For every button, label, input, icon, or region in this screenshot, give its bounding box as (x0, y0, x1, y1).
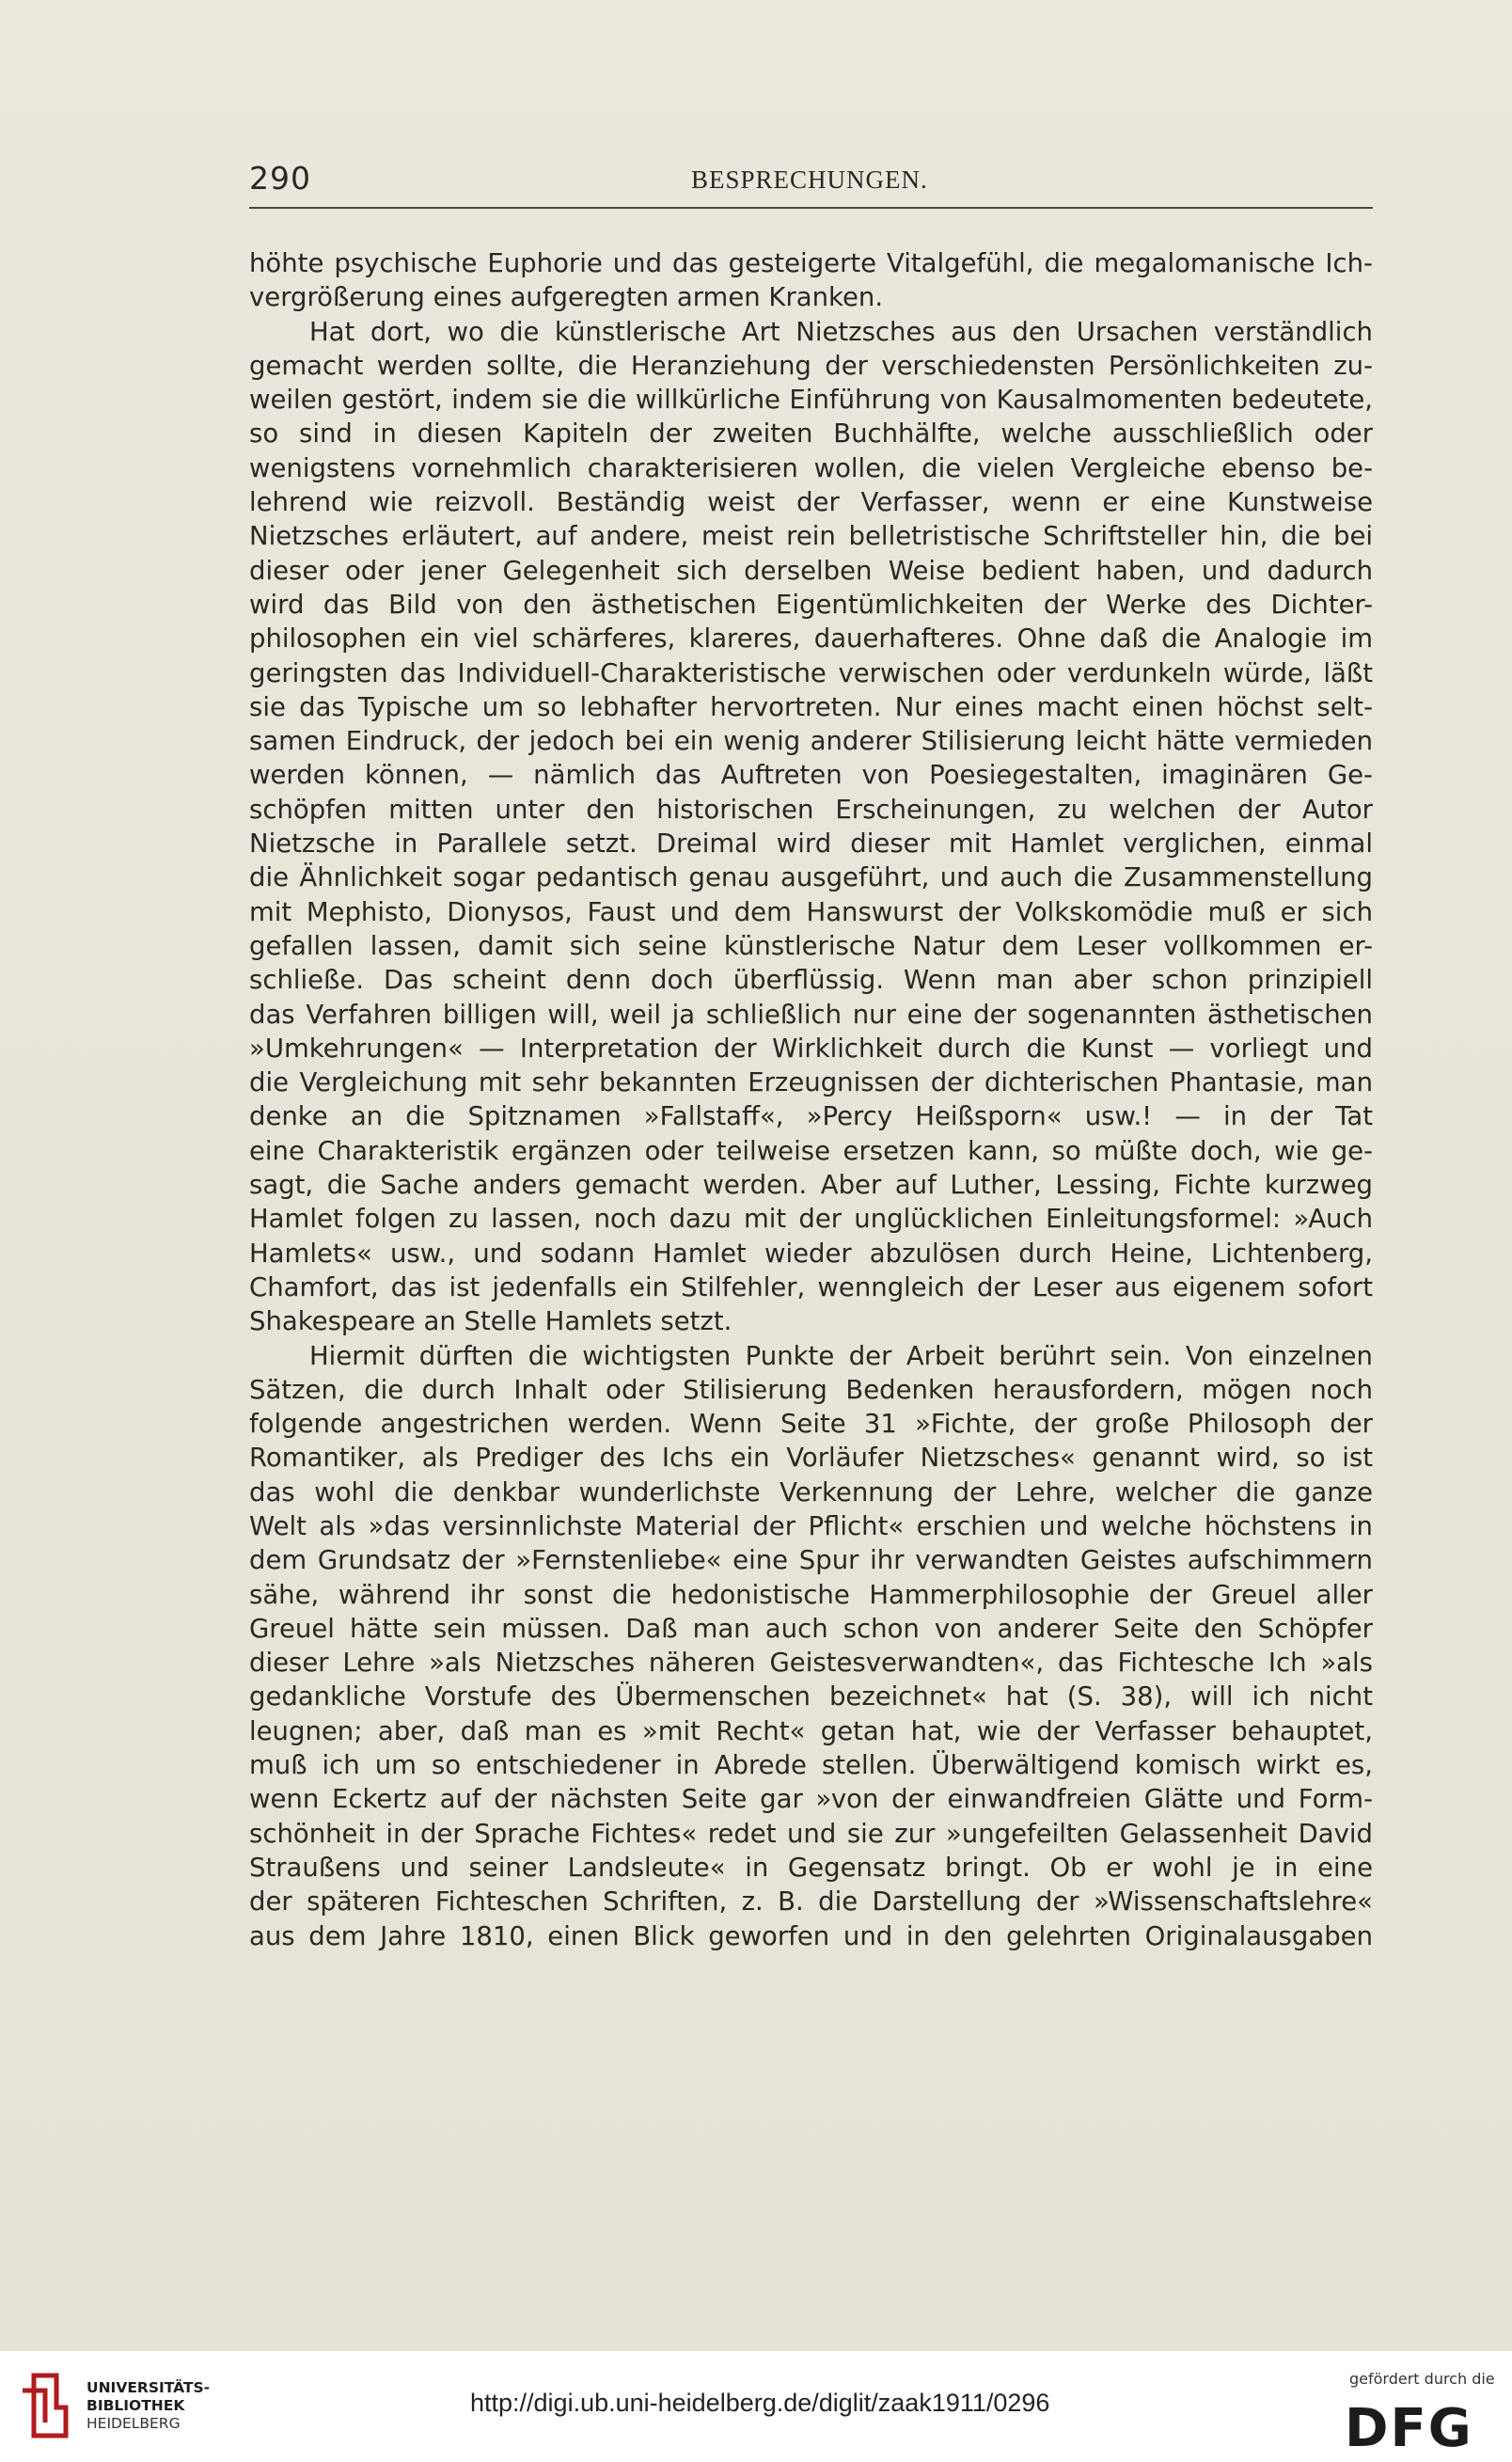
running-title: BESPRECHUNGEN. (691, 166, 928, 194)
digitization-footer (0, 2351, 1512, 2462)
text-line: dieser Lehre »als Nietzsches näheren Geistesverwandten«, das Fichtesche Ich »als (249, 1648, 1373, 1679)
text-line: Straußens und seiner Landsleute« in Gegensatz bringt. Ob er wohl je in eine (249, 1852, 1373, 1883)
text-line: schönheit in der Sprache Fichtes« redet und sie zur »ungefeilten Gelassenheit David (249, 1818, 1373, 1849)
text-line: leugnen; aber, daß man es »mit Recht« getan hat, wie der Verfasser behauptet, (249, 1715, 1373, 1746)
text-line: sie das Typische um so lebhafter hervortreten. Nur eines macht einen höchst selt- (249, 691, 1373, 722)
text-line: die Vergleichung mit sehr bekannten Erzeugnissen der dichterischen Phantasie, man (249, 1067, 1373, 1098)
funding-caption: gefördert durch die (1349, 2370, 1495, 2388)
text-line: Shakespeare an Stelle Hamlets setzt. (249, 1306, 732, 1337)
text-line: gefallen lassen, damit sich seine künstlerische Natur dem Leser vollkommen er- (249, 930, 1373, 961)
text-line: Hat dort, wo die künstlerische Art Nietzsches aus den Ursachen verständlich (309, 316, 1373, 347)
library-name (87, 2379, 210, 2433)
library-logo-icon (15, 2370, 71, 2441)
text-line: muß ich um so entschiedener in Abrede stellen. Überwältigend komisch wirkt es, (249, 1750, 1373, 1781)
text-line: Greuel hätte sein müssen. Daß man auch schon von anderer Seite den Schöpfer (249, 1613, 1373, 1644)
body-text (249, 246, 1373, 1953)
text-line: schließe. Das scheint denn doch überflüssig. Wenn man aber schon prinzipiell (249, 965, 1373, 996)
text-line: die Ähnlichkeit sogar pedantisch genau ausgeführt, und auch die Zusammenstellung (249, 862, 1373, 893)
text-line: eine Charakteristik ergänzen oder teilweise ersetzen kann, so müßte doch, wie ge- (249, 1135, 1373, 1166)
page-header (249, 160, 1373, 209)
text-line: philosophen ein viel schärferes, klareres, dauerhafteres. Ohne daß die Analogie im (249, 623, 1373, 655)
text-line: wird das Bild von den ästhetischen Eigentümlichkeiten der Werke des Dichter- (249, 589, 1373, 620)
text-line: das wohl die denkbar wunderlichste Verkennung der Lehre, welcher die ganze (249, 1476, 1373, 1507)
library-name-line: BIBLIOTHEK (87, 2397, 185, 2414)
text-line: folgende angestrichen werden. Wenn Seite 31 »Fichte, der große Philosoph der (249, 1409, 1373, 1440)
text-line: denke an die Spitznamen »Fallstaff«, »Percy Heißsporn« usw.! — in der Tat (249, 1101, 1373, 1132)
text-line: wenigstens vornehmlich charakterisieren wollen, die vielen Vergleiche ebenso be- (249, 452, 1373, 483)
text-line: wenn Eckertz auf der nächsten Seite gar »von der einwandfreien Glätte und Form- (249, 1784, 1373, 1815)
text-line: werden können, — nämlich das Auftreten von Poesiegestalten, imaginären Ge- (249, 760, 1373, 791)
text-line: gemacht werden sollte, die Heranziehung der verschiedensten Persönlichkeiten zu- (249, 350, 1373, 381)
text-line: Sätzen, die durch Inhalt oder Stilisierung Bedenken herausfordern, mögen noch (249, 1374, 1373, 1405)
text-line: lehrend wie reizvoll. Beständig weist der Verfasser, wenn er eine Kunstweise (249, 487, 1373, 518)
text-line: weilen gestört, indem sie die willkürliche Einführung von Kausalmomenten bedeutete, (249, 385, 1373, 416)
text-line: sagt, die Sache anders gemacht werden. Aber auf Luther, Lessing, Fichte kurzweg (249, 1170, 1373, 1201)
page-number: 290 (249, 160, 311, 197)
text-line: Nietzsche in Parallele setzt. Dreimal wird dieser mit Hamlet verglichen, einmal (249, 829, 1373, 860)
text-line: Chamfort, das ist jedenfalls ein Stilfehler, wenngleich der Leser aus eigenem sofort (249, 1271, 1373, 1302)
text-line: geringsten das Individuell-Charakteristische verwischen oder verdunkeln würde, läßt (249, 657, 1373, 688)
text-line: Hamlet folgen zu lassen, noch dazu mit der unglücklichen Einleitungsformel: »Auch (249, 1204, 1373, 1235)
text-line: mit Mephisto, Dionysos, Faust und dem Hanswurst der Volkskomödie muß er sich (249, 896, 1373, 927)
text-line: Welt als »das versinnlichste Material der Pflicht« erschien und welche höchstens in (249, 1510, 1373, 1541)
text-line: das Verfahren billigen will, weil ja schließlich nur eine der sogenannten ästhetischen (249, 999, 1373, 1030)
text-line: sähe, während ihr sonst die hedonistische Hammerphilosophie der Greuel aller (249, 1579, 1373, 1610)
text-line: schöpfen mitten unter den historischen Erscheinungen, zu welchen der Autor (249, 794, 1373, 825)
text-line: so sind in diesen Kapiteln der zweiten Buchhälfte, welche ausschließlich oder (249, 418, 1373, 450)
library-name-line: UNIVERSITÄTS- (87, 2379, 211, 2396)
text-line: Romantiker, als Prediger des Ichs ein Vorläufer Nietzsches« genannt wird, so ist (249, 1443, 1373, 1474)
text-line: höhte psychische Euphorie und das gesteigerte Vitalgefühl, die megalomanische Ich- (249, 248, 1373, 278)
text-line: samen Eindruck, der jedoch bei ein wenig anderer Stilisierung leicht hätte vermieden (249, 726, 1373, 757)
text-line: gedankliche Vorstufe des Übermenschen bezeichnet« hat (S. 38), will ich nicht (249, 1681, 1373, 1712)
text-line: Hiermit dürften die wichtigsten Punkte der Arbeit berührt sein. Von einzelnen (309, 1340, 1373, 1371)
text-line: der späteren Fichteschen Schriften, z. B. die Darstellung der »Wissenschaftslehre« (249, 1886, 1373, 1918)
permalink[interactable]: http://digi.ub.uni-heidelberg.de/diglit/zaak1911/0296 (470, 2389, 1050, 2417)
dfg-logo: DFG (1345, 2398, 1473, 2459)
library-name-line: HEIDELBERG (87, 2415, 181, 2432)
text-line: Hamlets« usw., und sodann Hamlet wieder abzulösen durch Heine, Lichtenberg, (249, 1238, 1373, 1269)
text-line: vergrößerung eines aufgeregten armen Kranken. (249, 282, 884, 313)
text-line: dieser oder jener Gelegenheit sich derselben Weise bedient haben, und dadurch (249, 555, 1373, 586)
text-line: dem Grundsatz der »Fernstenliebe« eine Spur ihr verwandten Geistes aufschimmern (249, 1545, 1373, 1576)
text-line: »Umkehrungen« — Interpretation der Wirklichkeit durch die Kunst — vorliegt und (249, 1033, 1373, 1064)
text-line: aus dem Jahre 1810, einen Blick geworfen und in den gelehrten Originalausgaben (249, 1920, 1373, 1951)
text-line: Nietzsches erläutert, auf andere, meist rein belletristische Schriftsteller hin, die bei (249, 521, 1373, 552)
